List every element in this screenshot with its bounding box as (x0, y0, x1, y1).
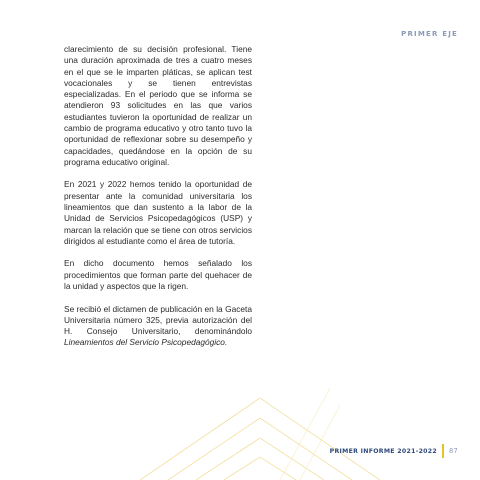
page-footer (330, 444, 458, 458)
document-title: Lineamientos del Servicio Psicopedagógico. (64, 337, 228, 348)
page-number: 87 (449, 447, 458, 455)
paragraph-2: En 2021 y 2022 hemos tenido la oportunidad de presentar ante la comunidad universitaria los lineamientos que dan sustento a la labor de la Unidad de Servicios Psicopedagógicos (USP) y marcan la relación que se tiene con otros servicios dirigidos al estudiante como el área de tutoría. (64, 179, 252, 246)
paragraph-4-text: Se recibió el dictamen de publicación en la Gaceta Universitaria número 325, previa autorización del H. Consejo Universitario, denominándolo (64, 303, 252, 337)
footer-divider (442, 444, 444, 458)
paragraph-1: clarecimiento de su decisión profesional. Tiene una duración aproximada de tres a cuatro meses en el que se le imparten pláticas, se aplican test vocacionales y se tienen entrevistas especializadas. En el periodo que se informa se atendieron 93 solicitudes en las que varios estudiantes tuvieron la oportunidad de realizar un cambio de programa educativo y otro tanto tuvo la oportunidad de reflexionar sobre su desempeño y capacidades, quedándose en la opción de su programa educativo original. (64, 44, 252, 167)
paragraph-3: En dicho documento hemos señalado los procedimientos que forman parte del quehacer de la unidad y aspectos que la rigen. (64, 258, 252, 292)
report-title: PRIMER INFORME 2021-2022 (329, 447, 437, 455)
section-label: PRIMER EJE (401, 30, 458, 38)
